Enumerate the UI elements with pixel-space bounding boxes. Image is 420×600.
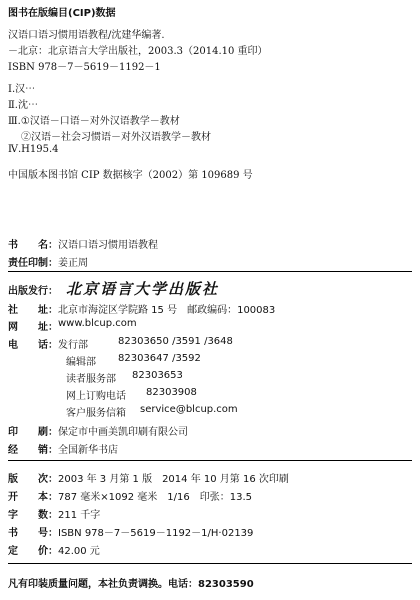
word-count-value: 211 千字 (58, 510, 101, 521)
edition-label: 版 次： (8, 474, 58, 485)
price-value: 42.00 元 (58, 546, 100, 557)
edition-value: 2003 年 3 月第 1 版 2014 年 10 月第 16 次印刷 (58, 474, 289, 485)
divider-3 (8, 563, 412, 564)
book-title-label: 书 名： (8, 240, 58, 251)
book-title-value: 汉语口语习惯用语教程 (58, 240, 158, 251)
publisher-label: 出版发行： (8, 286, 58, 297)
divider-1 (8, 271, 412, 272)
cip-item-2: Ⅱ.沈⋯ (8, 100, 38, 111)
cip-item-1: Ⅰ.汉⋯ (8, 84, 36, 95)
format-label: 开 本： (8, 492, 58, 503)
format-value: 787 毫米×1092 毫米 1/16 印张：13.5 (58, 492, 252, 503)
quality-notice: 凡有印装质量问题，本社负责调换。电话：82303590 (8, 579, 254, 590)
word-count-label: 字 数： (8, 510, 58, 521)
phone-dept-number: 82303647 /3592 (118, 353, 201, 364)
phone-dept-name: 读者服务部 (66, 374, 116, 385)
cip-item-4: Ⅳ.H195.4 (8, 144, 59, 155)
distributor-value: 全国新华书店 (58, 445, 118, 456)
website-value: www.blcup.com (58, 318, 137, 329)
print-manager-label: 责任印制： (8, 258, 58, 269)
cip-item-3b: ②汉语－社会习惯语－对外汉语教学－教材 (21, 132, 211, 143)
address-label: 社 址： (8, 305, 58, 316)
phone-dept-name: 发行部 (58, 340, 88, 351)
phone-dept-name: 网上订购电话 (66, 391, 126, 402)
print-manager-value: 姜正周 (58, 258, 88, 269)
cip-item-3a: Ⅲ.①汉语－口语－对外汉语教学－教材 (8, 116, 180, 127)
phone-dept-number: 82303650 /3591 /3648 (118, 336, 233, 347)
address-value: 北京市海淀区学院路 15 号 邮政编码：100083 (58, 305, 276, 316)
phone-dept-name: 客户服务信箱 (66, 408, 126, 419)
price-label: 定 价： (8, 546, 58, 557)
phone-dept-number: service@blcup.com (140, 404, 238, 415)
cip-heading: 图书在版编目(CIP)数据 (8, 8, 116, 19)
book-number-label: 书 号： (8, 528, 58, 539)
phone-dept-name: 编辑部 (66, 357, 96, 368)
phone-dept-number: 82303653 (132, 370, 183, 381)
cip-library-line: 中国版本图书馆 CIP 数据核字（2002）第 109689 号 (8, 170, 253, 181)
phone-dept-number: 82303908 (146, 387, 197, 398)
distributor-label: 经 销： (8, 445, 58, 456)
cip-publisher-line: －北京：北京语言大学出版社，2003.3（2014.10 重印） (8, 46, 268, 57)
book-number-value: ISBN 978－7－5619－1192－1/H·02139 (58, 528, 254, 539)
phone-label: 电 话： (8, 340, 58, 351)
cip-isbn-line: ISBN 978－7－5619－1192－1 (8, 62, 161, 73)
printer-value: 保定市中画美凯印刷有限公司 (58, 427, 188, 438)
website-label: 网 址： (8, 322, 58, 333)
divider-2 (8, 460, 412, 461)
printer-label: 印 刷： (8, 427, 58, 438)
cip-title-line: 汉语口语习惯用语教程/沈建华编著. (8, 30, 165, 41)
publisher-logo: 北京语言大学出版社 (66, 280, 220, 298)
